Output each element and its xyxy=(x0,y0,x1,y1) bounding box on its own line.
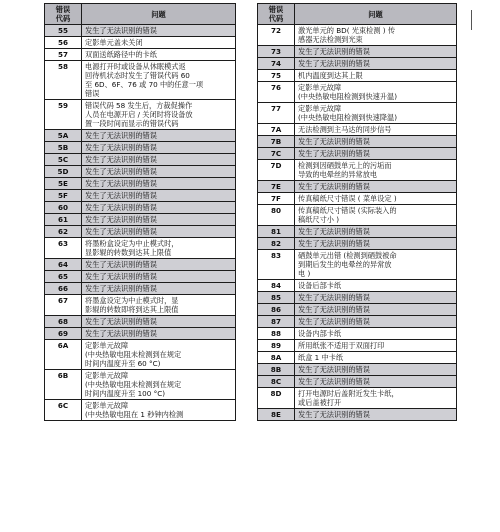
table-row xyxy=(258,340,457,352)
table-row xyxy=(45,370,236,400)
table-body xyxy=(45,25,236,421)
table-row xyxy=(258,364,457,376)
problem-description-cell: 定影单元故障 (中央热敏电阻未检测到在规定 时间内温度升至 100 °C) xyxy=(82,370,236,400)
error-code-cell: 66 xyxy=(45,283,82,295)
table-row xyxy=(258,226,457,238)
table-row xyxy=(258,388,457,409)
error-code-cell: 81 xyxy=(258,226,295,238)
problem-description-cell: 发生了无法识别的错误 xyxy=(82,130,236,142)
problem-description-cell: 所用纸张不适用于双面打印 xyxy=(295,340,457,352)
problem-description-cell: 发生了无法识别的错误 xyxy=(82,142,236,154)
error-code-cell: 8E xyxy=(258,409,295,421)
table-row xyxy=(258,376,457,388)
problem-description-cell: 发生了无法识别的错误 xyxy=(82,328,236,340)
problem-description-cell: 发生了无法识别的错误 xyxy=(295,226,457,238)
error-code-cell: 89 xyxy=(258,340,295,352)
table-row xyxy=(45,328,236,340)
problem-description-cell: 发生了无法识别的错误 xyxy=(295,376,457,388)
error-code-cell: 67 xyxy=(45,295,82,316)
table-row xyxy=(258,193,457,205)
error-code-cell: 60 xyxy=(45,202,82,214)
table-row xyxy=(45,271,236,283)
problem-description-cell: 机内温度到达其上限 xyxy=(295,70,457,82)
problem-description-cell: 定影单元故障 (中央热敏电阻未检测到在规定 时间内温度升至 60 °C) xyxy=(82,340,236,370)
table-row xyxy=(258,250,457,280)
table-row xyxy=(45,154,236,166)
table-row xyxy=(45,100,236,130)
table-row xyxy=(45,259,236,271)
error-code-cell: 63 xyxy=(45,238,82,259)
problem-description-cell: 发生了无法识别的错误 xyxy=(295,409,457,421)
table-row xyxy=(45,130,236,142)
error-code-cell: 5C xyxy=(45,154,82,166)
problem-description-cell: 发生了无法识别的错误 xyxy=(82,178,236,190)
table-row xyxy=(258,103,457,124)
error-code-table-left xyxy=(44,3,236,421)
table-row xyxy=(45,238,236,259)
table-row xyxy=(258,148,457,160)
error-code-cell: 86 xyxy=(258,304,295,316)
error-code-cell: 7B xyxy=(258,136,295,148)
error-code-cell: 85 xyxy=(258,292,295,304)
table-row xyxy=(258,160,457,181)
page-crop-edge xyxy=(0,521,500,532)
error-code-cell: 8A xyxy=(258,352,295,364)
error-code-cell: 65 xyxy=(45,271,82,283)
problem-description-cell: 定影单元故障 (中央热敏电阻在 1 秒钟内检测 xyxy=(82,400,236,421)
table-row xyxy=(45,49,236,61)
problem-column-header: 问题 xyxy=(82,4,236,25)
error-code-cell: 57 xyxy=(45,49,82,61)
problem-description-cell: 定影单元故障 (中央热敏电阻检测到快速降温) xyxy=(295,103,457,124)
problem-description-cell: 定影单元盖未关闭 xyxy=(82,37,236,49)
problem-description-cell: 发生了无法识别的错误 xyxy=(295,316,457,328)
code-column-header: 错误 代码 xyxy=(45,4,82,25)
table-row xyxy=(45,400,236,421)
error-code-cell: 62 xyxy=(45,226,82,238)
problem-description-cell: 发生了无法识别的错误 xyxy=(82,190,236,202)
table-row xyxy=(45,142,236,154)
table-row xyxy=(45,202,236,214)
error-code-cell: 76 xyxy=(258,82,295,103)
table-row xyxy=(45,178,236,190)
problem-description-cell: 发生了无法识别的错误 xyxy=(295,292,457,304)
error-code-cell: 68 xyxy=(45,316,82,328)
table-row xyxy=(45,190,236,202)
error-code-cell: 77 xyxy=(258,103,295,124)
table-row xyxy=(45,37,236,49)
problem-description-cell: 发生了无法识别的错误 xyxy=(295,58,457,70)
problem-description-cell: 发生了无法识别的错误 xyxy=(295,136,457,148)
error-code-cell: 8B xyxy=(258,364,295,376)
problem-description-cell: 传真稿纸尺寸错误 (实际装入的 稿纸尺寸小 ) xyxy=(295,205,457,226)
problem-description-cell: 定影单元故障 (中央热敏电阻检测到快速升温) xyxy=(295,82,457,103)
problem-description-cell: 打开电源时后盖附近发生卡纸， 或后盖被打开 xyxy=(295,388,457,409)
table-row xyxy=(258,316,457,328)
error-code-cell: 84 xyxy=(258,280,295,292)
error-code-cell: 6A xyxy=(45,340,82,370)
error-code-cell: 6B xyxy=(45,370,82,400)
error-code-cell: 56 xyxy=(45,37,82,49)
problem-column-header: 问题 xyxy=(295,4,457,25)
table-row xyxy=(258,328,457,340)
problem-description-cell: 发生了无法识别的错误 xyxy=(82,154,236,166)
table-row xyxy=(45,214,236,226)
table-row xyxy=(258,58,457,70)
error-code-cell: 6C xyxy=(45,400,82,421)
page-edge-mark xyxy=(471,10,472,30)
table-row xyxy=(258,46,457,58)
problem-description-cell: 设备后部卡纸 xyxy=(295,280,457,292)
error-code-cell: 8C xyxy=(258,376,295,388)
error-code-cell: 73 xyxy=(258,46,295,58)
table-row xyxy=(45,226,236,238)
error-code-cell: 7C xyxy=(258,148,295,160)
problem-description-cell: 发生了无法识别的错误 xyxy=(295,304,457,316)
table-row xyxy=(258,409,457,421)
table-row xyxy=(45,295,236,316)
error-code-cell: 69 xyxy=(45,328,82,340)
error-code-cell: 8D xyxy=(258,388,295,409)
table-row xyxy=(258,181,457,193)
problem-description-cell: 双面送纸路径中的卡纸 xyxy=(82,49,236,61)
table-row xyxy=(258,304,457,316)
error-code-cell: 82 xyxy=(258,238,295,250)
table-row xyxy=(258,124,457,136)
error-code-cell: 5D xyxy=(45,166,82,178)
error-code-cell: 5F xyxy=(45,190,82,202)
error-code-table-right xyxy=(257,3,457,421)
problem-description-cell: 检测到因硒鼓单元上的污垢而 导致的电晕丝的异常放电 xyxy=(295,160,457,181)
problem-description-cell: 发生了无法识别的错误 xyxy=(82,25,236,37)
problem-description-cell: 发生了无法识别的错误 xyxy=(295,181,457,193)
table-row xyxy=(258,25,457,46)
problem-description-cell: 错误代码 58 发生后，方裁促操作 人员在电源开启 / 关闭时将设备放 置一段时间而显示的错误代码 xyxy=(82,100,236,130)
problem-description-cell: 将墨盒设定为中止模式时，显 影辊的转数即将到达其上限值 xyxy=(82,295,236,316)
problem-description-cell: 发生了无法识别的错误 xyxy=(82,202,236,214)
error-code-cell: 58 xyxy=(45,61,82,100)
error-code-cell: 61 xyxy=(45,214,82,226)
table-row xyxy=(45,166,236,178)
table-row xyxy=(258,292,457,304)
table-row xyxy=(258,205,457,226)
table-row xyxy=(45,340,236,370)
error-code-cell: 74 xyxy=(258,58,295,70)
error-code-cell: 80 xyxy=(258,205,295,226)
table-body xyxy=(258,25,457,421)
table-row xyxy=(45,25,236,37)
problem-description-cell: 设备内部卡纸 xyxy=(295,328,457,340)
problem-description-cell: 发生了无法识别的错误 xyxy=(295,364,457,376)
problem-description-cell: 发生了无法识别的错误 xyxy=(82,283,236,295)
error-code-cell: 59 xyxy=(45,100,82,130)
problem-description-cell: 将墨粉盒设定为中止模式时， 显影辊的转数到达其上限值 xyxy=(82,238,236,259)
problem-description-cell: 电源打开时或设备从休眠模式返 回待机状态时发生了错误代码 60 至 6D、6F、76 或 70 中的任意一项 错误 xyxy=(82,61,236,100)
error-code-cell: 7F xyxy=(258,193,295,205)
table-header-row xyxy=(45,4,236,25)
problem-description-cell: 发生了无法识别的错误 xyxy=(82,271,236,283)
table-row xyxy=(45,316,236,328)
error-code-cell: 55 xyxy=(45,25,82,37)
table-row xyxy=(258,136,457,148)
error-code-cell: 83 xyxy=(258,250,295,280)
problem-description-cell: 发生了无法识别的错误 xyxy=(82,259,236,271)
error-code-cell: 87 xyxy=(258,316,295,328)
problem-description-cell: 发生了无法识别的错误 xyxy=(82,166,236,178)
error-code-cell: 7D xyxy=(258,160,295,181)
table-row xyxy=(45,283,236,295)
problem-description-cell: 发生了无法识别的错误 xyxy=(295,148,457,160)
problem-description-cell: 无法检测到主马达的同步信号 xyxy=(295,124,457,136)
problem-description-cell: 发生了无法识别的错误 xyxy=(82,226,236,238)
problem-description-cell: 激光单元的 BD( 光束检测 ) 传 感器无法检测到光束 xyxy=(295,25,457,46)
error-code-cell: 7E xyxy=(258,181,295,193)
problem-description-cell: 传真稿纸尺寸错误 ( 菜单设定 ) xyxy=(295,193,457,205)
problem-description-cell: 硒鼓单元出错 (检测到硒鼓被命 到期后发生的电晕丝的异常放 电 ) xyxy=(295,250,457,280)
error-code-cell: 5E xyxy=(45,178,82,190)
error-code-cell: 75 xyxy=(258,70,295,82)
table-row xyxy=(45,61,236,100)
table-row xyxy=(258,82,457,103)
table-row xyxy=(258,352,457,364)
table-row xyxy=(258,280,457,292)
error-code-cell: 5B xyxy=(45,142,82,154)
table-header-row xyxy=(258,4,457,25)
code-column-header: 错误 代码 xyxy=(258,4,295,25)
table-row xyxy=(258,238,457,250)
problem-description-cell: 发生了无法识别的错误 xyxy=(82,316,236,328)
table-row xyxy=(258,70,457,82)
problem-description-cell: 发生了无法识别的错误 xyxy=(295,238,457,250)
problem-description-cell: 发生了无法识别的错误 xyxy=(295,46,457,58)
error-code-cell: 7A xyxy=(258,124,295,136)
error-code-cell: 5A xyxy=(45,130,82,142)
problem-description-cell: 发生了无法识别的错误 xyxy=(82,214,236,226)
error-code-cell: 72 xyxy=(258,25,295,46)
error-code-cell: 64 xyxy=(45,259,82,271)
problem-description-cell: 纸盒 1 中卡纸 xyxy=(295,352,457,364)
error-code-cell: 88 xyxy=(258,328,295,340)
